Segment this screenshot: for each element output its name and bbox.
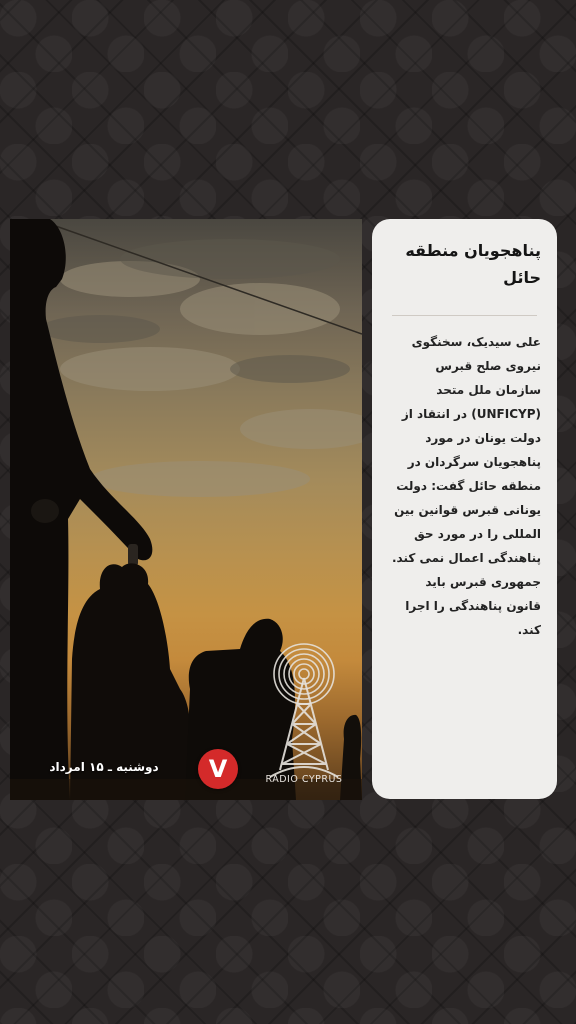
card-title: پناهجویان منطقه حائل — [405, 241, 541, 287]
date-label: دوشنبه ـ ۱۵ امرداد — [49, 760, 159, 774]
card-body-text: علی سیدیک، سخنگوی نیروی صلح قبرس سازمان ملل متحد (UNFICYP) در انتقاد از دولت یونان در مورد پناهجویان سرگردان در منطقه حائل گفت: دولت یونانی قبرس قوانین بین المللی را در مورد حق پناهندگی اعمال نمی کند. جمهوری قبرس باید قانون پناهندگی را اجرا کند. — [391, 335, 541, 637]
radio-tower-icon — [250, 642, 358, 792]
news-card — [372, 219, 557, 799]
channel-badge: V — [198, 749, 238, 789]
card-divider — [392, 315, 537, 316]
logo-wordmark: RADIO CYPRUS — [265, 774, 343, 785]
